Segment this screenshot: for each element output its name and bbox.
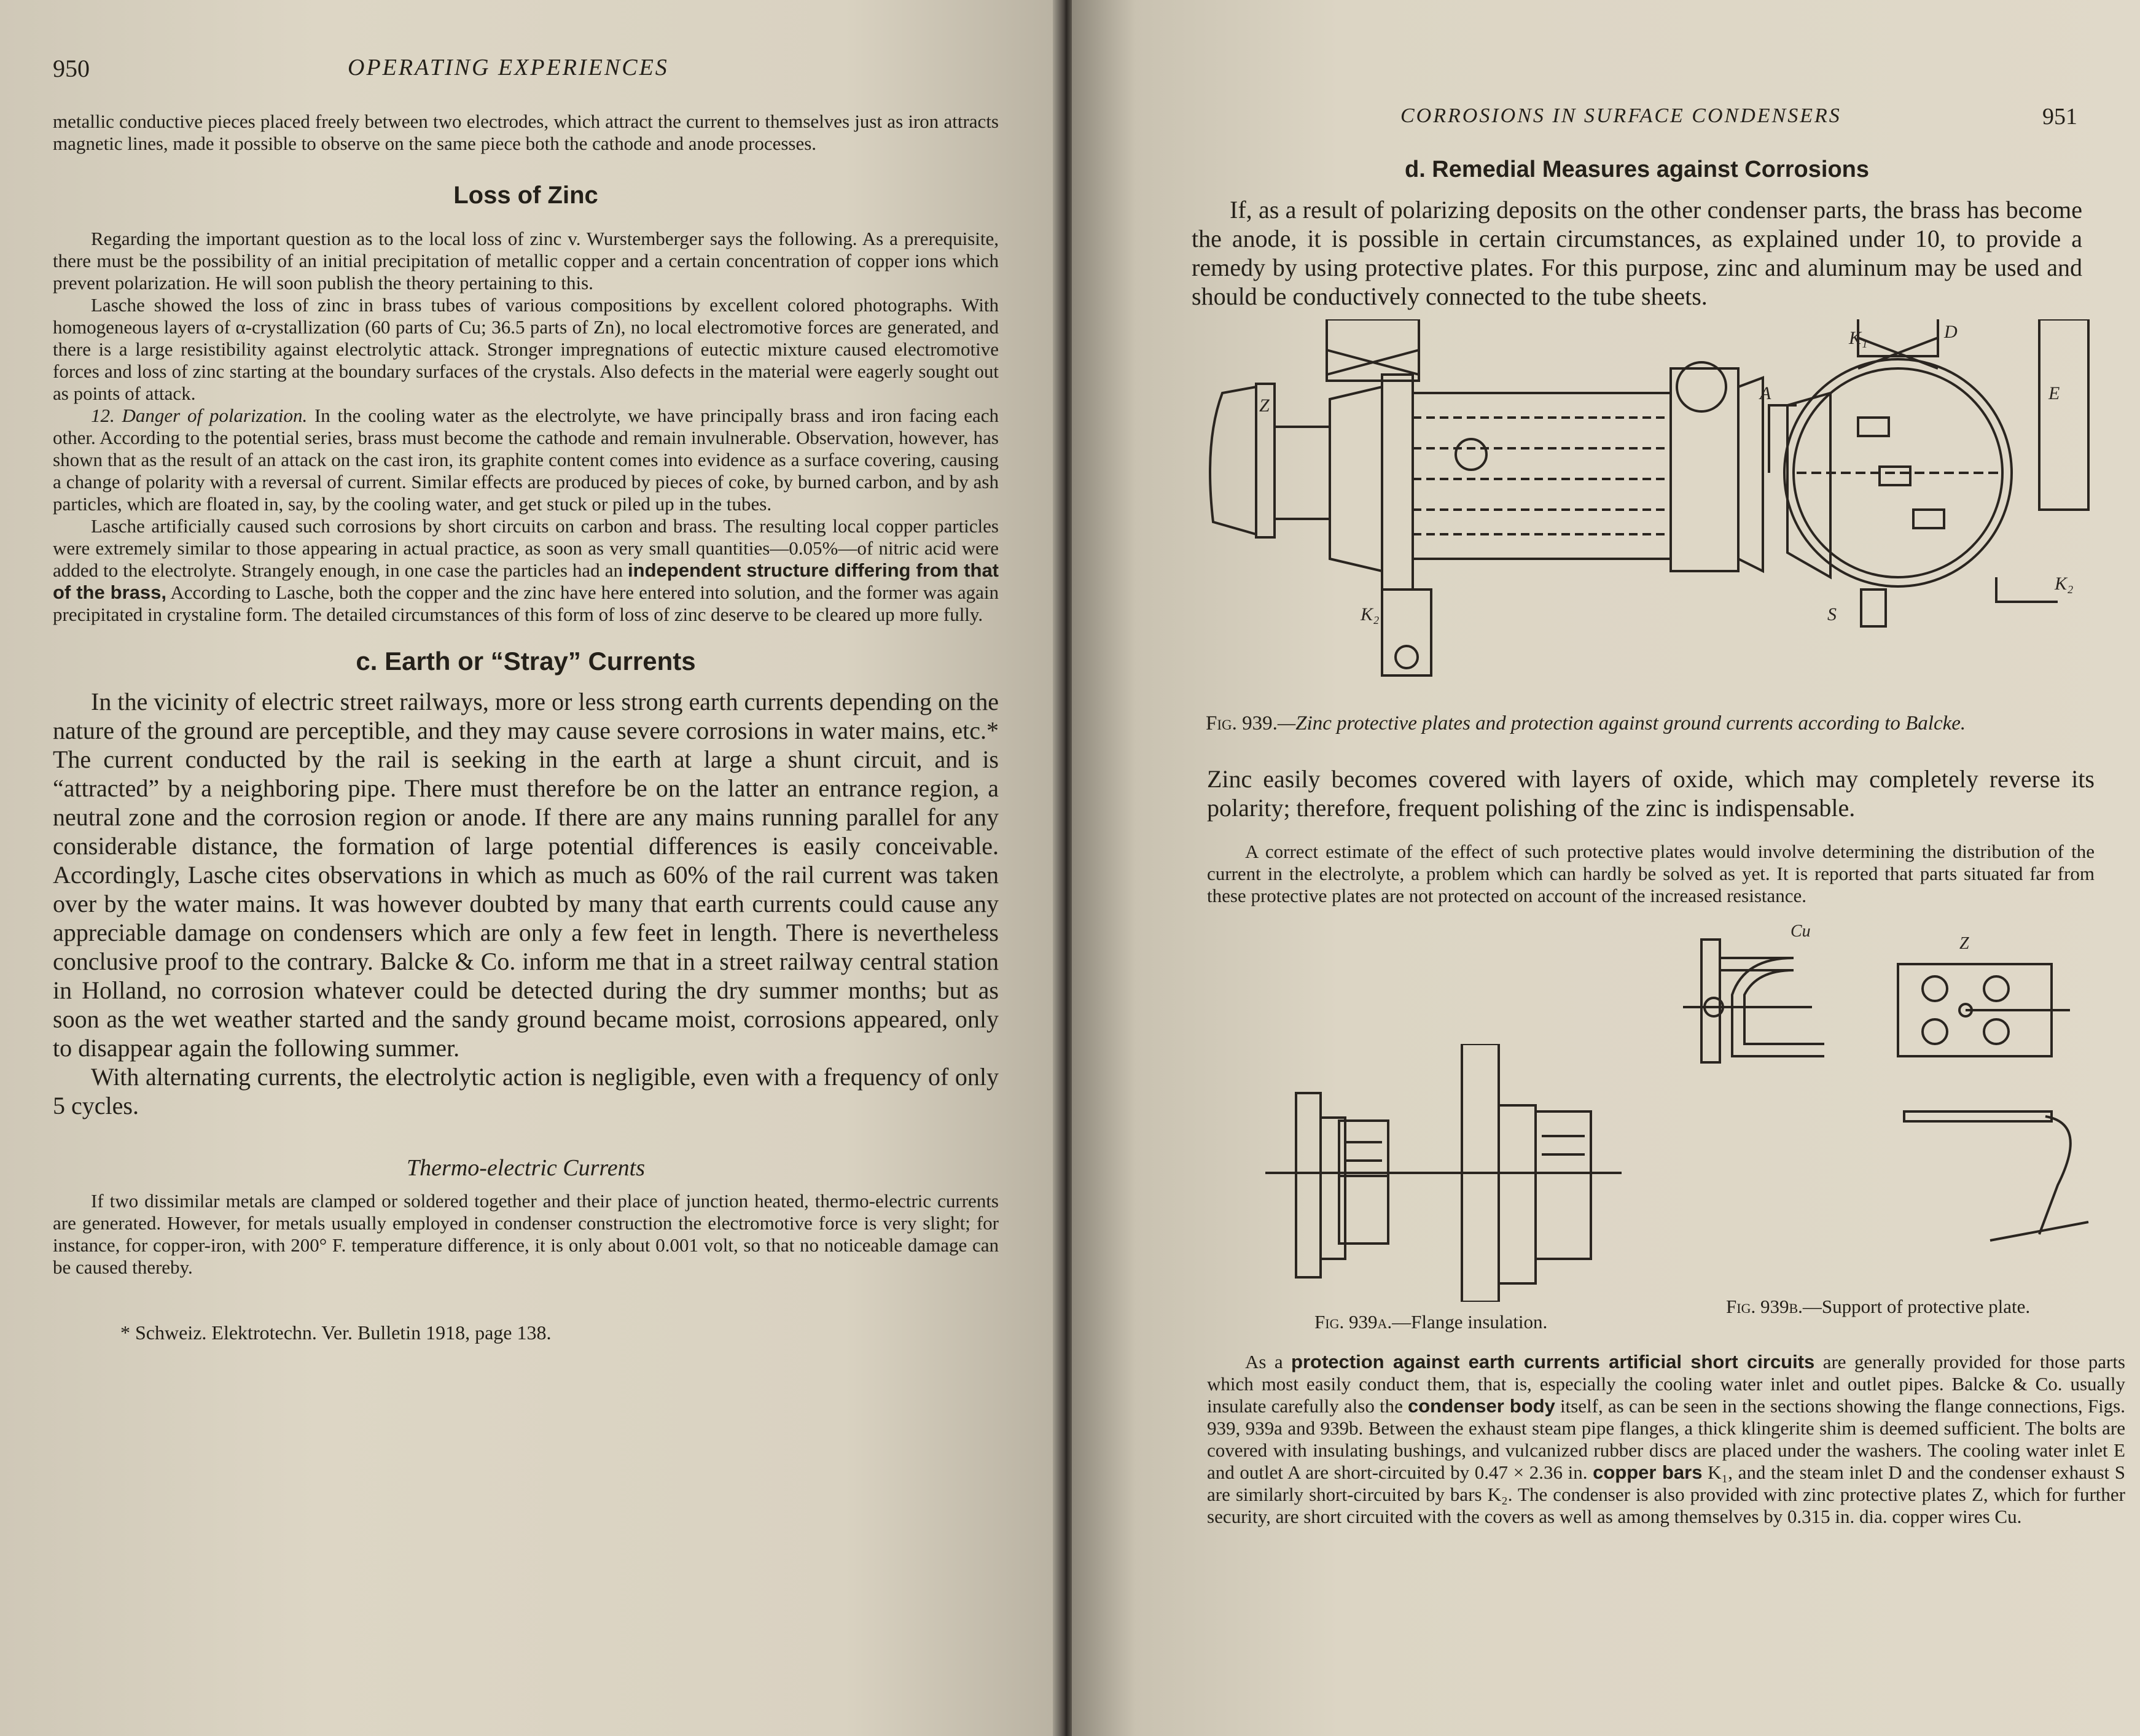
- rem4-bold-3: copper bars: [1593, 1462, 1703, 1483]
- fig939b-caption-text: —Support of protective plate.: [1802, 1296, 2031, 1317]
- fig939b-label-cu: Cu: [1790, 922, 1811, 941]
- fig939-label-s: S: [1827, 604, 1837, 625]
- fig939-label-e: E: [2048, 383, 2060, 403]
- para-loss-2: Lasche showed the loss of zinc in brass tubes of various compositions by excellent colored photographs. With homogeneous layers of α-crystallization (60 parts of Cu; 36.5 parts of Zn), no local electromotive forces are generated, and there is a large resistibility against electrolytic attack. Stronger impregnations of eutectic mixture caused electromotive forces and loss of zinc starting at the boundary surfaces of the crystals. Also defects in the material were eagerly sought out as points of attack.: [53, 294, 999, 404]
- para-remedial-3: A correct estimate of the effect of such protective plates would involve determining the distribution of the current in the electrolyte, a problem which can hardly be solved as yet. It is reported that parts situated far from these protective plates are not protected on account of the increased resistance.: [1207, 841, 2095, 906]
- fig939-label-a: A: [1760, 383, 1771, 403]
- right-body-bottom: [1207, 1351, 2125, 1528]
- fig939a-caption-text: —Flange insulation.: [1392, 1311, 1548, 1333]
- fig939b-label-z: Z: [1959, 934, 1969, 953]
- heading-loss-of-zinc: Loss of Zinc: [453, 182, 598, 209]
- fig939-label-z: Z: [1259, 395, 1270, 416]
- fig939-caption-text: —Zinc protective plates and protection against ground currents according to Balcke.: [1277, 712, 1966, 734]
- fig939-label-k2-right: K₂: [2055, 574, 2074, 594]
- para-earth-1: In the vicinity of electric street railways, more or less strong earth currents depending on the nature of the ground are perceptible, and they may cause severe corrosions in water mains, etc.* The current conducted by the rail is seeking in the earth at large a shunt circuit, and is “attracted” by a neighboring pipe. There must therefore be on the latter an entrance region, a neutral zone and the corrosion region or anode. If there are any mains running parallel for any considerable distance, the formation of large potential differences is easily conceivable. Accordingly, Lasche cites observations in which as much as 60% of the rail current was taken over by the water mains. It was however doubted by many that earth currents could cause any appreciable damage on condensers which are only a few feet in length. There is nevertheless conclusive proof to the contrary. Balcke & Co. inform me that in a street railway central station in Holland, no corrosion whatever could be detected during the dry summer months; but as soon as the wet weather started and the sandy ground became moist, corrosions appeared, only to disappear again the following summer.: [53, 688, 999, 1062]
- footnote: * Schweiz. Elektrotechn. Ver. Bulletin 1918, page 138.: [120, 1321, 552, 1344]
- para-remedial-4: [1207, 1351, 2125, 1528]
- lasche-text-a: Lasche artificially caused such corrosions by short circuits on carbon and brass. The resulting local copper particles were extremely similar to those appearing in actual practice, as soon as very small quantities—0.05%—of nitric acid were added to the electrolyte. Strangely enough, in one case the particles had an: [53, 515, 999, 581]
- rem4-bold-2: condenser body: [1408, 1395, 1555, 1417]
- heading-thermo: Thermo-electric Currents: [406, 1155, 646, 1181]
- figure-939a-flange-drawing: [1265, 1044, 1634, 1302]
- rem4-a: As a: [1245, 1351, 1283, 1372]
- figure-939a-caption: [1314, 1311, 1547, 1333]
- para-earth-2: With alternating currents, the electrolytic action is negligible, even with a frequency of only 5 cycles.: [53, 1063, 999, 1119]
- right-body-middle: [1207, 765, 2095, 907]
- heading-remedial: d. Remedial Measures against Corrosions: [1404, 157, 1869, 182]
- left-running-head: [53, 54, 989, 91]
- para-remedial-1: If, as a result of polarizing deposits on the other condenser parts, the brass has become the anode, it is possible in certain circumstances, as explained under 10, to provide a remedy by using protective plates. For this purpose, zinc and aluminum may be used and should be conductively connected to the tube sheets.: [1192, 196, 2082, 310]
- fig939-label-d: D: [1944, 322, 1958, 342]
- page-number-right: 951: [2042, 104, 2077, 130]
- polarization-text: In the cooling water as the electrolyte, we have principally brass and iron facing each other. According to the potential series, brass must become the cathode and remain invulnerable. Observation, however, has shown that as the result of an attack on the cast iron, its graphite content comes into evidence as a surface covering, causing a change of polarity with a reversal of current. Similar effects are produced by pieces of coke, by burned carbon, and by ash particles, which are floated in, say, by the cooling water, and get stuck or piled up in the tubes.: [53, 405, 999, 515]
- fig939b-caption-label: Fig. 939b.: [1726, 1296, 1803, 1317]
- lasche-text-b: According to Lasche, both the copper and the zinc have here entered into solution, and the former was again precipitated in crystaline form. The detailed circumstances of this form of loss of zinc deserve to be cleared up more fully.: [53, 582, 999, 625]
- para-lasche: [53, 515, 999, 626]
- figure-939b-caption: [1726, 1296, 2030, 1318]
- para-thermo: If two dissimilar metals are clamped or soldered together and their place of junction heated, thermo-electric currents are generated. However, for metals usually employed in condenser construction the electromotive force is very slight; for instance, for copper-iron, with 200° F. temperature difference, it is only about 0.001 volt, so that no noticeable damage can be caused thereby.: [53, 1190, 999, 1278]
- figure-939-caption: [1206, 712, 2084, 735]
- fig939-label-k1: K₁: [1849, 328, 1868, 348]
- fig939-caption-label: Fig. 939.: [1206, 712, 1278, 734]
- fig939a-caption-label: Fig. 939a.: [1314, 1311, 1392, 1333]
- page-number-left: 950: [53, 55, 90, 82]
- figure-939-condenser-drawing: [1198, 319, 2101, 712]
- figure-939b-support-drawing: [1671, 921, 2101, 1277]
- rem4-d: itself, as can be seen in the sections showing the flange connections, Figs. 939, 939a and 939b. Between the exhaust steam pipe flanges, a thick klingerite shim is deemed sufficient. The bolts are covered with insulating bushings, and vulcanized rubber discs are placed under the washers. The cooling water inlet E and outlet A are short-circuited by 0.47 × 2.36 in.: [1207, 1395, 2125, 1483]
- lasche-bold: independent structure differing from that of the brass,: [53, 559, 999, 603]
- para-remedial-2: Zinc easily becomes covered with layers of oxide, which may completely reverse its polarity; therefore, frequent polishing of the zinc is indispensable.: [1207, 765, 2095, 822]
- polarization-label: 12. Danger of polarization.: [91, 405, 308, 426]
- rem4-c: are generally provided for those parts which most easily conduct them, that is, especially the cooling water inlet and outlet pipes. Balcke & Co. usually insulate carefully also the: [1207, 1351, 2125, 1417]
- heading-earth-currents: c. Earth or “Stray” Currents: [356, 647, 696, 675]
- para-polarization: [53, 405, 999, 515]
- para-loss-1: Regarding the important question as to the local loss of zinc v. Wurstemberger says the following. As a prerequisite, there must be the possibility of an initial precipitation of metallic copper and a certain concentration of copper ions which prevent polarization. He will soon publish the theory pertaining to this.: [53, 228, 999, 294]
- left-body: [53, 111, 999, 1344]
- rem4-e: K₁, and the steam inlet D and the condenser exhaust S are similarly short-circuited by bars K₂. The condenser is also provided with zinc protective plates Z, which for further security, are short circuited with the covers as well as among themselves by 0.315 in. dia. copper wires Cu.: [1207, 1462, 2126, 1527]
- intro-continuation: metallic conductive pieces placed freely between two electrodes, which attract the current to themselves just as iron attracts magnetic lines, made it possible to observe on the same piece both the cathode and anode processes.: [53, 111, 999, 154]
- rem4-bold-1: protection against earth currents artificial short circuits: [1291, 1351, 1815, 1372]
- right-body-top: [1192, 157, 2082, 311]
- fig939-label-k2-left: K₂: [1361, 604, 1380, 625]
- running-head-left: OPERATING EXPERIENCES: [348, 55, 669, 80]
- running-head-right: CORROSIONS IN SURFACE CONDENSERS: [1400, 104, 1841, 127]
